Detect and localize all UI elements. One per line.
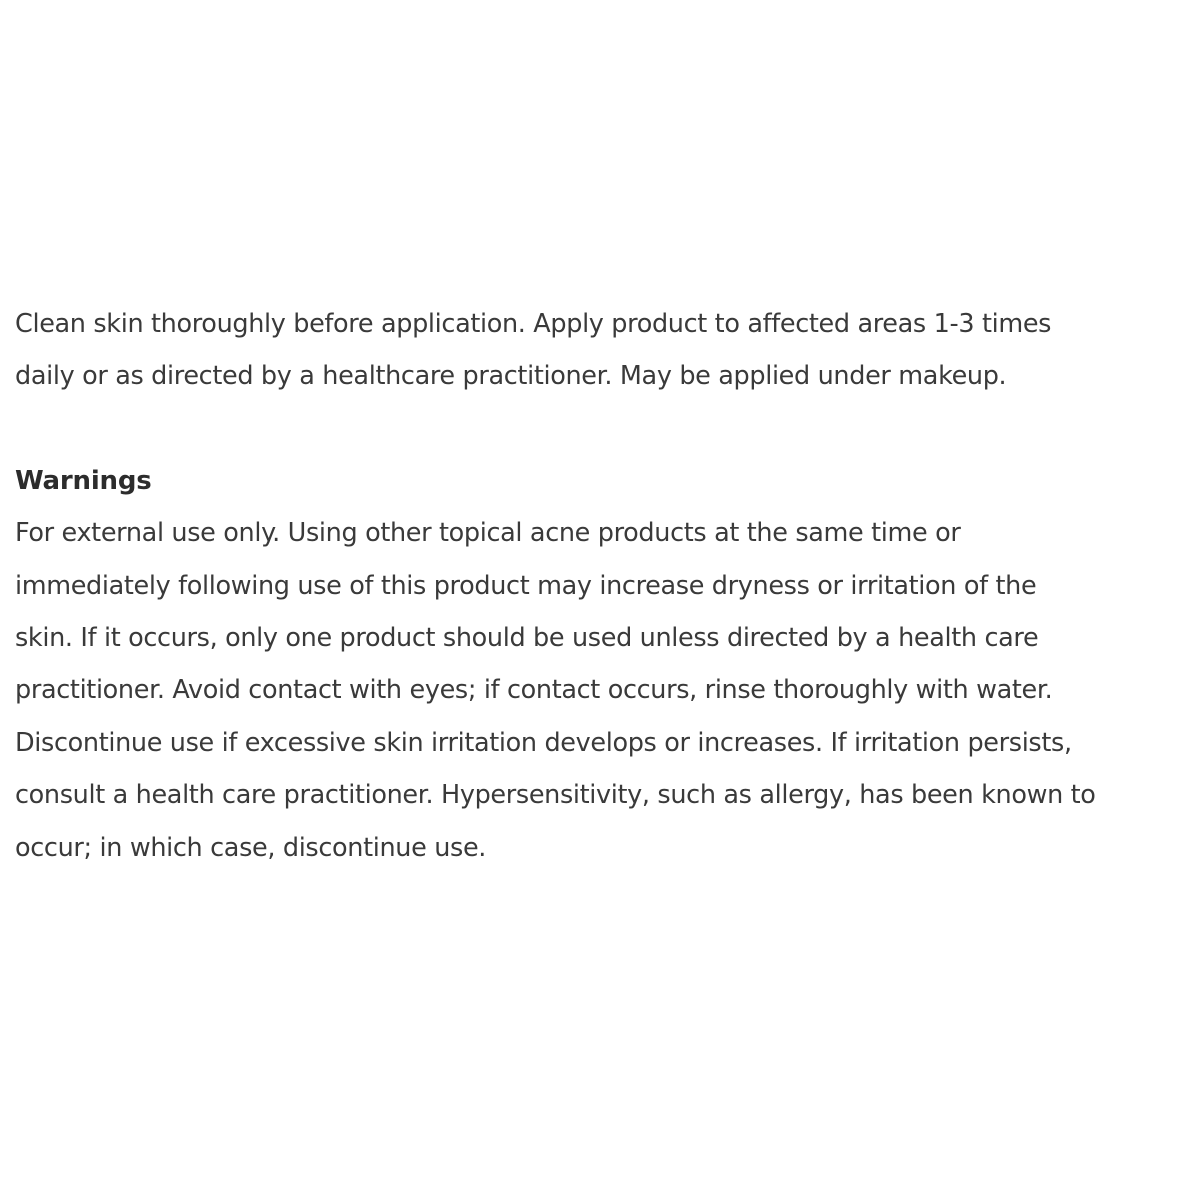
directions-paragraph	[15, 298, 1190, 403]
warnings-line: skin. If it occurs, only one product should be used unless directed by a health care	[15, 623, 1039, 654]
product-info-content	[15, 298, 1190, 874]
warnings-line: occur; in which case, discontinue use.	[15, 832, 487, 863]
warnings-line: immediately following use of this product may increase dryness or irritation of the	[15, 570, 1037, 601]
warnings-paragraph	[15, 507, 1190, 874]
warnings-heading: Warnings	[15, 465, 152, 496]
warnings-line: Discontinue use if excessive skin irritation develops or increases. If irritation persists,	[15, 727, 1072, 758]
warnings-line: consult a health care practitioner. Hypersensitivity, such as allergy, has been known to	[15, 780, 1096, 811]
directions-line: Clean skin thoroughly before application. Apply product to affected areas 1-3 times	[15, 309, 1052, 339]
warnings-line: For external use only. Using other topical acne products at the same time or	[15, 518, 961, 549]
warnings-line: practitioner. Avoid contact with eyes; if contact occurs, rinse thoroughly with water.	[15, 675, 1053, 706]
directions-line: daily or as directed by a healthcare practitioner. May be applied under makeup.	[15, 361, 1007, 392]
